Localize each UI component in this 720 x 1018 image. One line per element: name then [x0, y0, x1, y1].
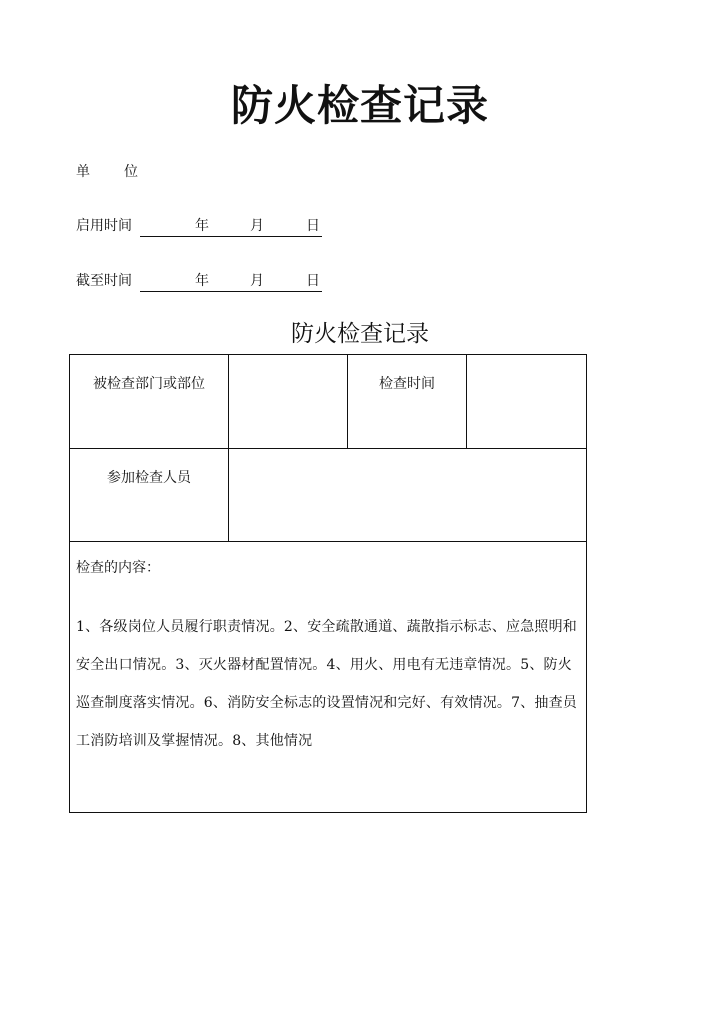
content-cell — [70, 542, 587, 813]
end-date-line[interactable] — [140, 271, 322, 292]
unit-field — [76, 162, 138, 182]
end-month-label: 月 — [250, 273, 264, 289]
start-date-field — [76, 216, 322, 237]
staff-label-cell: 参加检查人员 — [70, 449, 229, 542]
start-month-label: 月 — [250, 218, 264, 234]
inspection-record-table — [69, 354, 587, 813]
staff-value-cell[interactable] — [229, 449, 587, 542]
end-date-field — [76, 271, 322, 292]
time-value-cell[interactable] — [467, 355, 587, 449]
end-date-label: 截至时间 — [76, 273, 132, 289]
page-title: 防火检查记录 — [230, 81, 489, 130]
table-row — [70, 542, 587, 813]
start-date-line[interactable] — [140, 216, 322, 237]
time-label-cell: 检查时间 — [348, 355, 467, 449]
start-date-label: 启用时间 — [76, 218, 132, 234]
start-year-label: 年 — [195, 218, 209, 234]
table-row — [70, 355, 587, 449]
content-text: 1、各级岗位人员履行职责情况。2、安全疏散通道、蔬散指示标志、应急照明和安全出口情况。3、灭火器材配置情况。4、用火、用电有无违章情况。5、防火巡查制度落实情况。6、消防安全标志的设置情况和完好、有效情况。7、抽查员工消防培训及掌握情况。8、其他情况 — [76, 619, 578, 749]
dept-label-cell: 被检查部门或部位 — [70, 355, 229, 449]
unit-label-char-2: 位 — [124, 164, 138, 180]
content-label: 检查的内容： — [76, 560, 160, 576]
unit-label-char-1: 单 — [76, 164, 90, 180]
start-day-label: 日 — [306, 218, 320, 234]
end-year-label: 年 — [195, 273, 209, 289]
record-subtitle: 防火检查记录 — [291, 321, 429, 347]
table-row — [70, 449, 587, 542]
end-day-label: 日 — [306, 273, 320, 289]
dept-value-cell[interactable] — [229, 355, 348, 449]
